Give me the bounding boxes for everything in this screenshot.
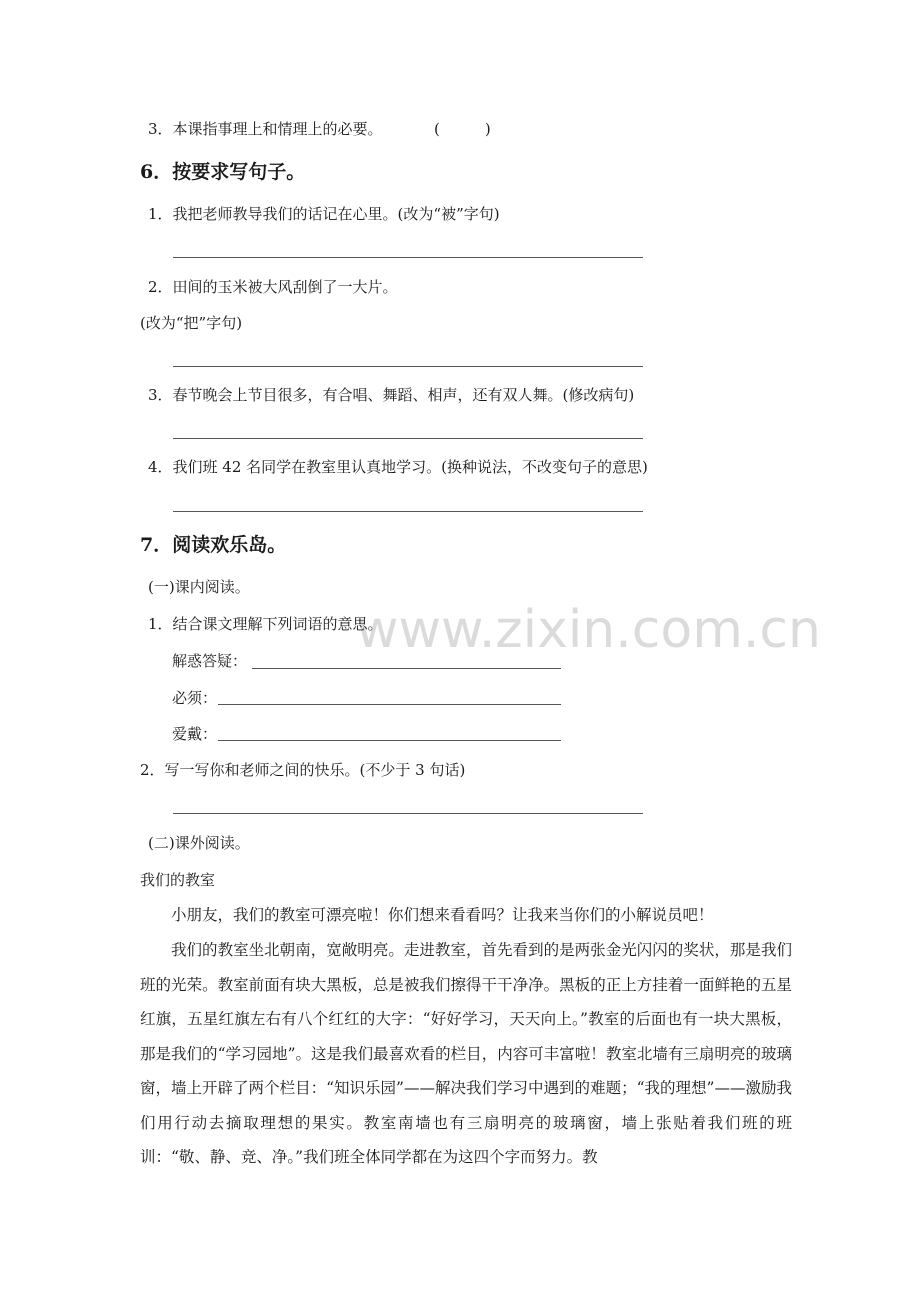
part-1-question-2: 2．写一写你和老师之间的快乐。(不少于 3 句话) [140,761,466,779]
sec6-item-2-note: (改为“把”字句) [140,314,243,332]
answer-paren: ( ) [434,120,491,138]
q5-item-3: 3．本课指事理上和情理上的必要。 [148,120,383,138]
sec6-item-4: 4．我们班 42 名同学在教室里认真地学习。(换种说法，不改变句子的意思) [148,458,648,476]
answer-line[interactable] [218,704,561,705]
answer-line[interactable] [173,257,643,258]
answer-line[interactable] [173,511,643,512]
passage-paragraph-2: 我们的教室坐北朝南，宽敞明亮。走进教室，首先看到的是两张金光闪闪的奖状，那是我们班的光荣。教室前面有块大黑板，总是被我们擦得干干净净。黑板的正上方挂着一面鲜艳的五星红旗，五星红旗左右有八个红红的大字：“好好学习，天天向上。”教室的后面也有一块大黑板，那是我们的“学习园地”。这是我们最喜欢看的栏目，内容可丰富啦！教室北墙有三扇明亮的玻璃窗，墙上开辟了两个栏目：“知识乐园”——解决我们学习中遇到的难题；“我的理想”——激励我们用行动去摘取理想的果实。教室南墙也有三扇明亮的玻璃窗，墙上张贴着我们班的班训：“敬、静、竞、净。”我们班全体同学都在为这四个字而努力。教 [140,941,792,1166]
part-2-label: (二)课外阅读。 [148,834,250,852]
section-7-title: 7．阅读欢乐岛。 [140,534,287,556]
vocab-aidai: 爱戴： [172,725,218,743]
passage-title: 我们的教室 [140,871,216,889]
vocab-jiehuodayi: 解惑答疑： [172,652,248,670]
answer-line[interactable] [173,366,643,367]
part-1-label: (一)课内阅读。 [148,578,250,596]
passage-paragraph-1: 小朋友，我们的教室可漂亮啦！你们想来看看吗？让我来当你们的小解说员吧！ [171,906,714,924]
watermark: www.zixin.com.cn [356,600,821,660]
answer-line[interactable] [173,813,643,814]
answer-line[interactable] [218,740,561,741]
section-6-title: 6．按要求写句子。 [140,161,306,183]
part-1-question-1: 1．结合课文理解下列词语的意思。 [148,615,383,633]
sec6-item-2: 2．田间的玉米被大风刮倒了一大片。 [148,278,398,296]
sec6-item-1: 1．我把老师教导我们的话记在心里。(改为“被”字句) [148,205,500,223]
sec6-item-3: 3．春节晚会上节目很多，有合唱、舞蹈、相声，还有双人舞。(修改病句) [148,386,635,404]
answer-line[interactable] [252,668,561,669]
answer-line[interactable] [173,438,643,439]
vocab-bixu: 必须： [172,689,218,707]
